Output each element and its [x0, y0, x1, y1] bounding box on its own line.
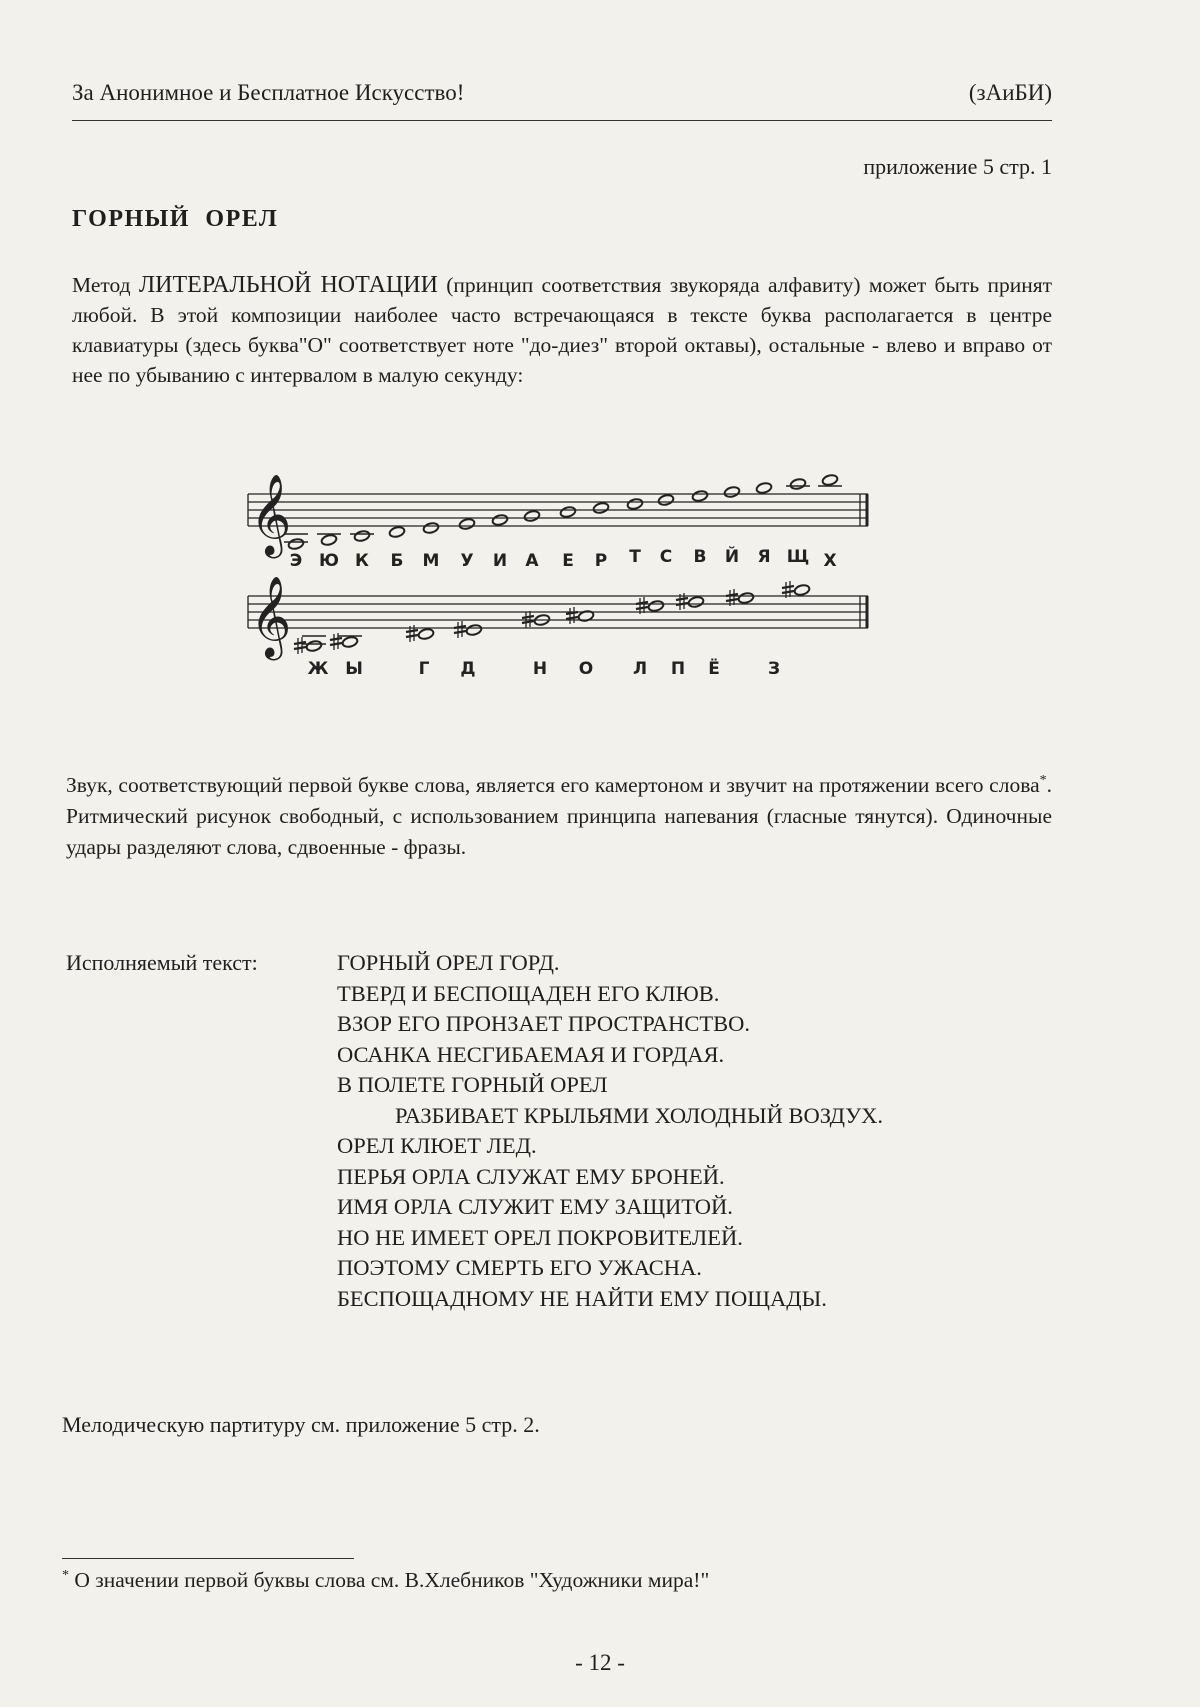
letter-label: Н [532, 659, 548, 679]
poem-line: БЕСПОЩАДНОМУ НЕ НАЙТИ ЕМУ ПОЩАДЫ. [337, 1285, 827, 1311]
intro-method-name: ЛИТЕРАЛЬНОЙ НОТАЦИИ [138, 272, 438, 298]
letter-label: Ы [345, 659, 363, 679]
treble-clef-icon: 𝄞 [250, 473, 292, 555]
poem-line: ИМЯ ОРЛА СЛУЖИТ ЕМУ ЗАЩИТОЙ. [337, 1194, 733, 1219]
running-header-left: За Анонимное и Бесплатное Искусство! [72, 80, 465, 105]
poem-line: РАЗБИВАЕТ КРЫЛЬЯМИ ХОЛОДНЫЙ ВОЗДУХ. [395, 1102, 884, 1128]
poem-line: НО НЕ ИМЕЕТ ОРЕЛ ПОКРОВИТЕЛЕЙ. [337, 1224, 743, 1250]
notation-figure [230, 470, 890, 690]
note-head [658, 494, 675, 507]
footnote-marker: * [1039, 772, 1047, 788]
footnote-text: О значении первой буквы слова см. В.Хлебников "Художники мира!" [74, 1568, 710, 1592]
poem-line: ВЗОР ЕГО ПРОНЗАЕТ ПРОСТРАНСТВО. [337, 1011, 750, 1036]
running-header-right: (зАиБИ) [968, 80, 1052, 105]
sharp-icon [294, 637, 306, 654]
page-number: - 12 - [575, 1650, 625, 1675]
footnote-mark: * [62, 1567, 69, 1583]
note-head [724, 486, 741, 499]
note-head [459, 518, 476, 531]
letter-label: П [670, 659, 686, 679]
letter-label: Л [632, 659, 648, 679]
letter-label: Щ [786, 547, 810, 567]
letter-label: Я [757, 547, 771, 567]
note-head [688, 596, 705, 609]
note-head [692, 490, 709, 503]
letter-label: И [492, 551, 508, 571]
sharp-icon [566, 607, 578, 624]
note-head [524, 510, 541, 523]
letter-label: Х [823, 551, 837, 571]
letter-label: Р [594, 551, 608, 571]
performed-text-label: Исполняемый текст: [66, 950, 258, 975]
score-reference: Мелодическую партитуру см. приложение 5 стр. 2. [62, 1412, 540, 1437]
rule-text-part1: Звук, соответствующий первой букве слова, является его камертоном и звучит на протяжении всего слова [66, 773, 1040, 797]
note-head [354, 530, 371, 543]
letter-label: Ю [319, 551, 339, 571]
intro-prefix: Метод [72, 273, 131, 297]
poem-line: ГОРНЫЙ ОРЕЛ ГОРД. [337, 950, 560, 975]
poem-line: В ПОЛЕТЕ ГОРНЫЙ ОРЕЛ [337, 1072, 608, 1097]
staff-1-letters [290, 545, 837, 571]
staff-2 [248, 575, 868, 679]
note-head [321, 534, 338, 547]
letter-label: Г [418, 659, 430, 679]
note-head [790, 478, 807, 491]
header-divider [72, 120, 1052, 121]
letter-label: Ё [708, 659, 720, 679]
staff-2-letters [308, 657, 780, 679]
note-head [627, 498, 644, 511]
note-head [794, 584, 811, 597]
staff-2-notes [294, 581, 810, 654]
letter-label: З [767, 659, 781, 679]
note-head [423, 522, 440, 535]
footnote [62, 1568, 709, 1593]
poem-line: ОРЕЛ КЛЮЕТ ЛЕД. [337, 1133, 537, 1158]
letter-label: Е [562, 551, 574, 571]
intro-rest: (принцип соответствия звукоряда алфавиту) может быть принят любой. В этой композиции наиболее часто встречающаяся в тексте буква располагается в центре клавиатуры (здесь буква"О" соответствует ноте "до-диез" второй октавы), остальные - влево и вправо от нее по убыванию с интервалом в малую секунду: [72, 273, 1053, 387]
letter-label: О [578, 659, 594, 679]
poem-line: ПОЭТОМУ СМЕРТЬ ЕГО УЖАСНА. [337, 1255, 702, 1280]
letter-label: У [460, 551, 474, 571]
poem-line: ТВЕРД И БЕСПОЩАДЕН ЕГО КЛЮВ. [337, 980, 720, 1006]
letter-label: В [693, 547, 707, 567]
letter-label: Й [724, 547, 740, 567]
letter-label: Д [460, 659, 476, 679]
letter-label: Т [629, 547, 641, 567]
note-head [306, 640, 323, 653]
note-head [822, 474, 839, 487]
letter-label: Ж [307, 659, 329, 679]
staff-1 [248, 473, 868, 571]
rule-text-part2: . Ритмический рисунок свободный, с использованием принципа напевания (гласные тянутся). Одиночные удары разделяют слова, сдвоенные - фразы. [66, 773, 1052, 859]
footnote-divider [62, 1558, 354, 1559]
sharp-icon [454, 621, 466, 638]
appendix-reference: приложение 5 стр. 1 [863, 154, 1052, 179]
letter-label: Б [390, 551, 404, 571]
note-head [342, 636, 359, 649]
note-head [593, 502, 610, 515]
note-head [492, 514, 509, 527]
note-head [560, 506, 577, 519]
letter-label: С [659, 547, 673, 567]
page-title: ГОРНЫЙ ОРЕЛ [72, 206, 279, 232]
note-head [466, 624, 483, 637]
note-head [648, 600, 665, 613]
staff-1-notes [284, 474, 842, 551]
poem-line: ОСАНКА НЕСГИБАЕМАЯ И ГОРДАЯ. [337, 1041, 725, 1067]
letter-label: М [422, 551, 440, 571]
treble-clef-icon: 𝄞 [250, 575, 292, 657]
letter-label: А [525, 551, 539, 571]
note-head [738, 592, 755, 605]
rule-paragraph [66, 770, 1052, 863]
note-head [389, 526, 406, 539]
letter-label: Э [289, 551, 303, 571]
poem-block [337, 948, 883, 1314]
poem-line: ПЕРЬЯ ОРЛА СЛУЖАТ ЕМУ БРОНЕЙ. [337, 1163, 725, 1189]
note-head [756, 482, 773, 495]
letter-label: К [355, 551, 369, 571]
intro-paragraph [72, 270, 1052, 390]
note-head [418, 628, 435, 641]
